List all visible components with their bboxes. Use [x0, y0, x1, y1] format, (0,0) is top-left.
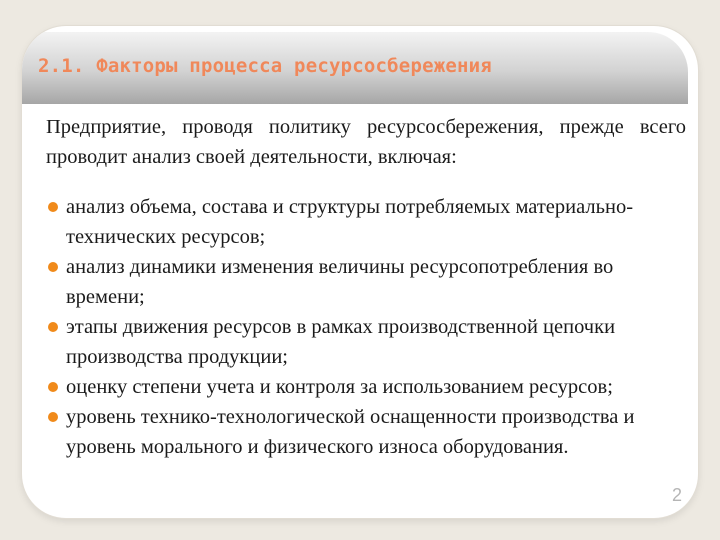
- slide-content: [46, 112, 686, 462]
- slide: [22, 26, 698, 518]
- bullet-item: [46, 372, 686, 402]
- intro-paragraph: Предприятие, проводя политику ресурсосбережения, прежде всего проводит анализ своей деятельности, включая:: [46, 116, 686, 168]
- bullet-item: [46, 312, 686, 372]
- bullet-dot-icon: [48, 382, 58, 392]
- page-number: 2: [671, 485, 682, 505]
- bullet-item: [46, 402, 686, 462]
- bullet-dot-icon: [48, 262, 58, 272]
- bullet-item: [46, 252, 686, 312]
- title-bar: [22, 32, 688, 104]
- bullet-text: уровень технико-технологической оснащенности производства и уровень морального и физического износа оборудования.: [66, 406, 635, 458]
- slide-title: 2.1. Факторы процесса ресурсосбережения: [38, 55, 492, 77]
- bullet-text: анализ динамики изменения величины ресурсопотребления во времени;: [66, 256, 614, 308]
- bullet-text: этапы движения ресурсов в рамках производственной цепочки производства продукции;: [66, 316, 616, 368]
- bullet-list: [46, 192, 686, 462]
- bullet-text: оценку степени учета и контроля за использованием ресурсов;: [66, 376, 613, 398]
- bullet-text: анализ объема, состава и структуры потребляемых материально-технических ресурсов;: [66, 196, 634, 248]
- bullet-dot-icon: [48, 202, 58, 212]
- bullet-dot-icon: [48, 322, 58, 332]
- bullet-item: [46, 192, 686, 252]
- bullet-dot-icon: [48, 412, 58, 422]
